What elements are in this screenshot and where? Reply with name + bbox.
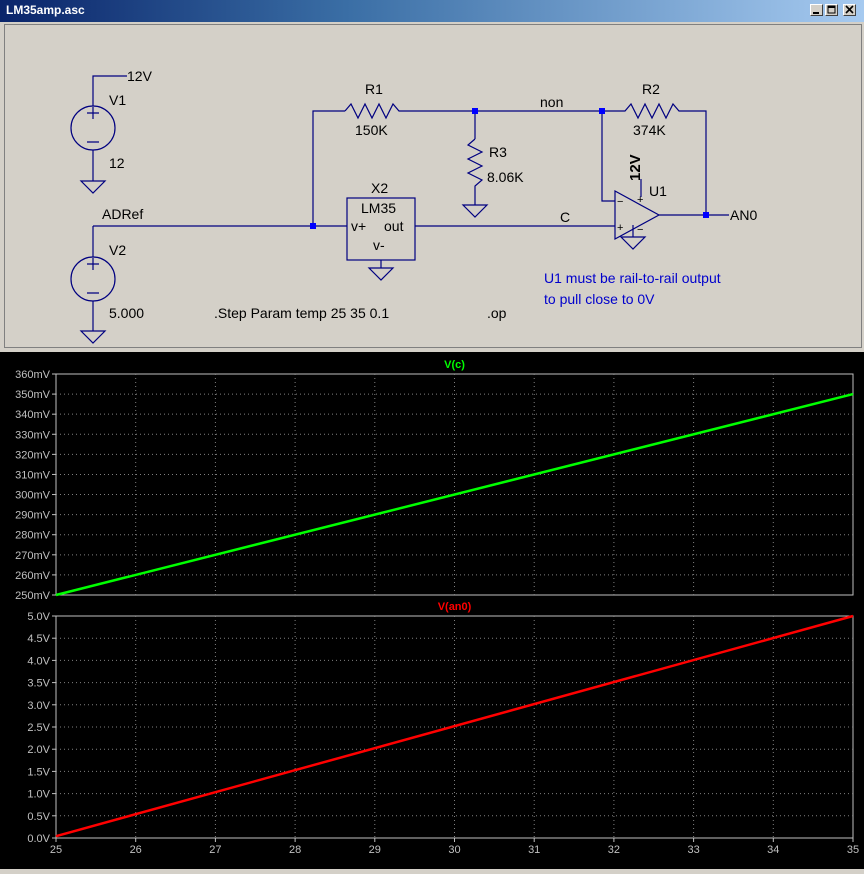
maximize-button[interactable] — [825, 4, 838, 16]
trace-line[interactable] — [56, 616, 853, 836]
op-directive[interactable]: .op — [487, 305, 507, 321]
note-line-2: to pull close to 0V — [544, 291, 655, 307]
y-tick-label: 1.5V — [27, 766, 50, 779]
net-label-c: C — [560, 209, 571, 225]
y-tick-label: 0.0V — [27, 833, 50, 845]
net-label-adref: ADRef — [102, 206, 144, 222]
y-tick-label: 260mV — [15, 569, 50, 582]
waveform-viewer[interactable] — [0, 352, 864, 869]
r3-name: R3 — [489, 144, 507, 160]
y-tick-label: 320mV — [15, 449, 50, 462]
y-tick-label: 310mV — [15, 469, 50, 482]
resistor-r3 — [468, 139, 482, 205]
note-line-1: U1 must be rail-to-rail output — [544, 270, 721, 286]
opamp-minus-pin: − — [617, 196, 624, 208]
junction-dot — [599, 108, 605, 114]
v1-value: 12 — [109, 155, 125, 171]
x-tick-label: 26 — [129, 844, 142, 856]
y-tick-label: 270mV — [15, 549, 50, 562]
opamp-plus-pin: + — [617, 222, 624, 234]
x2-pin-out: out — [384, 218, 404, 234]
window-title: LM35amp.asc — [6, 3, 85, 17]
resistor-r1 — [345, 104, 475, 118]
x-tick-label: 32 — [607, 844, 621, 856]
close-icon — [844, 5, 855, 15]
r1-name: R1 — [365, 81, 383, 97]
step-directive[interactable]: .Step Param temp 25 35 0.1 — [214, 305, 390, 321]
x-tick-label: 33 — [687, 844, 700, 856]
r3-value: 8.06K — [487, 169, 524, 185]
opamp-vplus-pin: + — [637, 194, 644, 206]
net-label-12v: 12V — [127, 68, 152, 84]
y-tick-label: 250mV — [15, 590, 50, 602]
x-tick-label: 35 — [846, 844, 860, 856]
x2-part: LM35 — [361, 200, 397, 216]
waveform-canvas[interactable] — [0, 352, 864, 869]
y-tick-label: 3.0V — [27, 699, 50, 712]
y-tick-label: 5.0V — [27, 611, 50, 623]
y-tick-label: 360mV — [15, 369, 50, 381]
y-tick-label: 0.5V — [27, 810, 50, 823]
maximize-icon — [826, 5, 837, 15]
schematic-canvas[interactable] — [5, 25, 861, 347]
r2-value: 374K — [633, 122, 666, 138]
net-label-an0: AN0 — [730, 207, 758, 223]
x-tick-label: 31 — [528, 844, 541, 856]
schematic-editor[interactable] — [4, 24, 862, 348]
opamp-vminus-pin: − — [637, 224, 644, 236]
x-tick-label: 28 — [288, 844, 302, 856]
x-tick-label: 34 — [767, 844, 780, 856]
x-tick-label: 25 — [49, 844, 63, 856]
y-tick-label: 4.0V — [27, 655, 50, 668]
x2-pin-vminus: v- — [373, 237, 385, 253]
v2-name: V2 — [109, 242, 127, 258]
trace-line[interactable] — [56, 394, 853, 595]
y-tick-label: 280mV — [15, 529, 50, 542]
y-tick-label: 4.5V — [27, 633, 50, 646]
junction-dot — [703, 212, 709, 218]
x-tick-label: 29 — [368, 844, 381, 856]
u1-supply-label: 12V — [627, 154, 644, 181]
y-tick-label: 1.0V — [27, 788, 50, 801]
y-tick-label: 340mV — [15, 409, 50, 422]
x-tick-label: 27 — [209, 844, 222, 856]
y-tick-label: 3.5V — [27, 677, 50, 690]
r1-value: 150K — [355, 122, 388, 138]
y-tick-label: 290mV — [15, 509, 50, 522]
trace-title[interactable]: V(c) — [444, 359, 465, 371]
minimize-button[interactable] — [810, 4, 823, 16]
y-tick-label: 300mV — [15, 489, 50, 502]
u1-name: U1 — [649, 183, 667, 199]
trace-title[interactable]: V(an0) — [437, 601, 472, 613]
junction-dot — [310, 223, 316, 229]
x2-name: X2 — [371, 180, 389, 196]
x-tick-label: 30 — [448, 844, 461, 856]
y-tick-label: 350mV — [15, 389, 50, 402]
x2-pin-vplus: v+ — [351, 218, 367, 234]
window-titlebar[interactable] — [0, 0, 864, 22]
close-button[interactable] — [843, 4, 856, 16]
r2-name: R2 — [642, 81, 660, 97]
v1-name: V1 — [109, 92, 127, 108]
net-label-non: non — [540, 94, 564, 110]
v2-value: 5.000 — [109, 305, 145, 321]
minimize-icon — [811, 5, 822, 15]
y-tick-label: 2.5V — [27, 722, 50, 734]
junction-dot — [472, 108, 478, 114]
y-tick-label: 330mV — [15, 429, 50, 442]
y-tick-label: 2.0V — [27, 744, 50, 757]
plot-frame — [56, 374, 853, 595]
